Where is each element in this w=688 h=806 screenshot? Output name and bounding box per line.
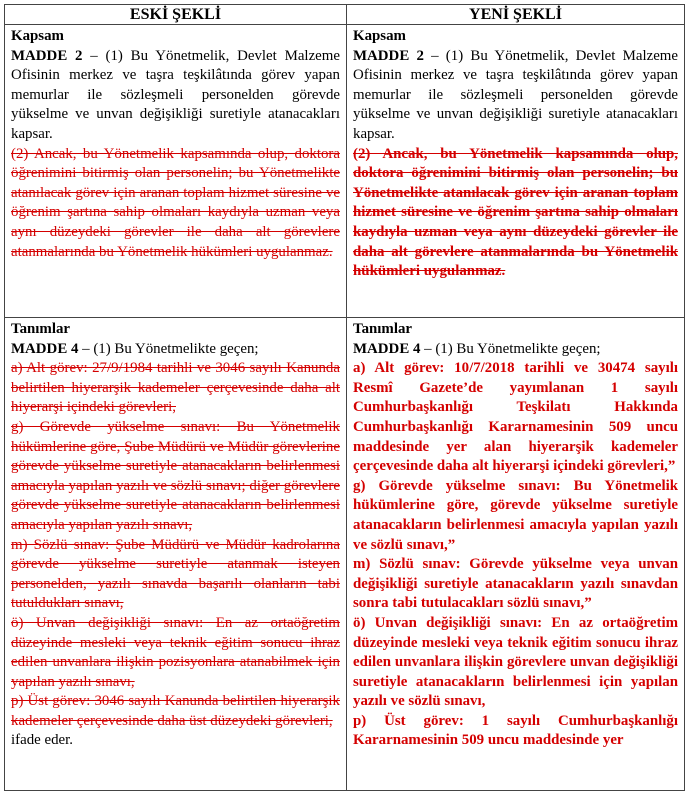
new-kapsam-deleted-paragraph: (2) Ancak, bu Yönetmelik kapsamında olup, doktora öğrenimini bitirmiş olan personelin; bu Yönetmelikte atanılacak görev için aranan toplam hizmet süresine ve öğrenim şartına sahip olmaları kaydıyla uzman veya aynı düzeydeki görevler ile daha alt görevlere atanmalarında bu Yönetmelik hükümleri uygulanmaz. [353, 145, 678, 280]
new-definition-a: a) Alt görev: 10/7/2018 tarihli ve 30474 sayılı Resmî Gazete’de yayımlanan 1 sayılı Cumhurbaşkanlığı Teşkilatı Hakkında Cumhurbaşkanlığı Kararnamesinin 509 uncu maddesinde yer alan hiyerarşik kademeler çerçevesinde daha alt hiyerarşi içindeki görevleri,” [353, 360, 678, 475]
new-kapsam-text: – (1) Bu Yönetmelik, Devlet Malzeme Ofisinin merkez ve taşra teşkilâtında görev yapan memurlar ile sözleşmeli personelden görevde yükselme ve unvan değişikliği suretiyle atanacakları kapsar. [353, 47, 678, 142]
new-definition-g: g) Görevde yükselme sınavı: Bu Yönetmelik hükümlerine göre, görevde yükselme suretiyle atanacakların belirlenmesi amacıyla yapılan yazılı ve sözlü sınavı,” [353, 477, 678, 553]
new-definition-p: p) Üst görev: 1 sayılı Cumhurbaşkanlığı Kararnamesinin 509 uncu maddesinde yer [353, 712, 678, 749]
new-tanimlar-madde: MADDE 4 [353, 340, 421, 357]
old-tanimlar-title: Tanımlar [11, 321, 71, 337]
old-kapsam-text: – (1) Bu Yönetmelik, Devlet Malzeme Ofisinin merkez ve taşra teşkilâtında görev yapan memurlar ile sözleşmeli personelden görevde yükselme ve unvan değişikliği suretiyle atanacakları kapsar. [11, 47, 340, 142]
old-kapsam-deleted-paragraph: (2) Ancak, bu Yönetmelik kapsamında olup, doktora öğrenimini bitirmiş olan personelin; bu Yönetmelikte atanılacak görev için aranan toplam hizmet süresine ve öğrenim şartına sahip olmaları kaydıyla uzman veya aynı düzeydeki görevler ile daha alt görevlere atanmalarında bu Yönetmelik hükümleri uygulanmaz. [11, 145, 340, 260]
old-kapsam-paragraph [11, 47, 340, 145]
old-tanimlar-intro [11, 340, 340, 360]
old-kapsam-title: Kapsam [11, 28, 64, 44]
new-definition-o: ö) Unvan değişikliği sınavı: En az ortaöğretim düzeyinde mesleki veya teknik eğitim sonucu ihraz edilen unvanlara ilişkin görevlere unvan değişikliği suretiyle atanacakların belirlenmesi için yapılan yazılı ve sözlü sınavı, [353, 614, 678, 710]
new-kapsam-madde: MADDE 2 [353, 47, 424, 64]
old-definition-o: ö) Unvan değişikliği sınavı: En az ortaöğretim düzeyinde mesleki veya teknik eğitim sonucu ihraz edilen unvanlara ilişkin pozisyonlara atanabilmek için yapılan yazılı sınavı, [11, 614, 340, 690]
new-kapsam-paragraph [353, 47, 678, 145]
old-tanimlar-end: ifade eder. [11, 732, 74, 749]
new-tanimlar-cell [347, 318, 685, 791]
new-kapsam-cell [347, 25, 685, 318]
old-kapsam-cell [5, 25, 347, 318]
old-tanimlar-intro-text: – (1) Bu Yönetmelikte geçen; [78, 340, 259, 357]
new-definition-m: m) Sözlü sınav: Görevde yükselme veya unvan değişikliği suretiyle atanacakların yazılı sınavdan sonra tabi tutulacakları sözlü sınavı,” [353, 556, 678, 612]
old-definition-a: a) Alt görev: 27/9/1984 tarihli ve 3046 sayılı Kanunda belirtilen hiyerarşik kademeler çerçevesinde daha alt hiyerarşi içindeki görevleri, [11, 360, 340, 416]
new-tanimlar-intro-text: – (1) Bu Yönetmelikte geçen; [420, 340, 601, 357]
old-tanimlar-madde: MADDE 4 [11, 340, 79, 357]
old-definition-g: g) Görevde yükselme sınavı: Bu Yönetmelik hükümlerine göre, Şube Müdürü ve Müdür görevlerine görevde yükselme suretiyle atanacakların belirlenmesi amacıyla yapılan yazılı ve sözlü sınavı; diğer görevlere görevde yükselme suretiyle atanacakların belirlenmesi amacıyla yapılan yazılı sınavı, [11, 418, 340, 533]
new-version-header: YENİ ŞEKLİ [347, 5, 685, 25]
old-definition-m: m) Sözlü sınav: Şube Müdürü ve Müdür kadrolarına görevde yükselme suretiyle atanmak isteyen personelden, yazılı sınavda başarılı olanların tabi tutuldukları sınavı, [11, 536, 340, 612]
comparison-table [4, 4, 685, 791]
new-tanimlar-intro [353, 340, 678, 360]
new-kapsam-title: Kapsam [353, 28, 406, 44]
old-definition-p: p) Üst görev: 3046 sayılı Kanunda belirtilen hiyerarşik kademeler çerçevesinde daha üst düzeydeki görevleri, [11, 693, 340, 729]
new-tanimlar-title: Tanımlar [353, 321, 413, 337]
old-kapsam-madde: MADDE 2 [11, 47, 83, 64]
old-version-header: ESKİ ŞEKLİ [5, 5, 347, 25]
old-tanimlar-cell [5, 318, 347, 791]
